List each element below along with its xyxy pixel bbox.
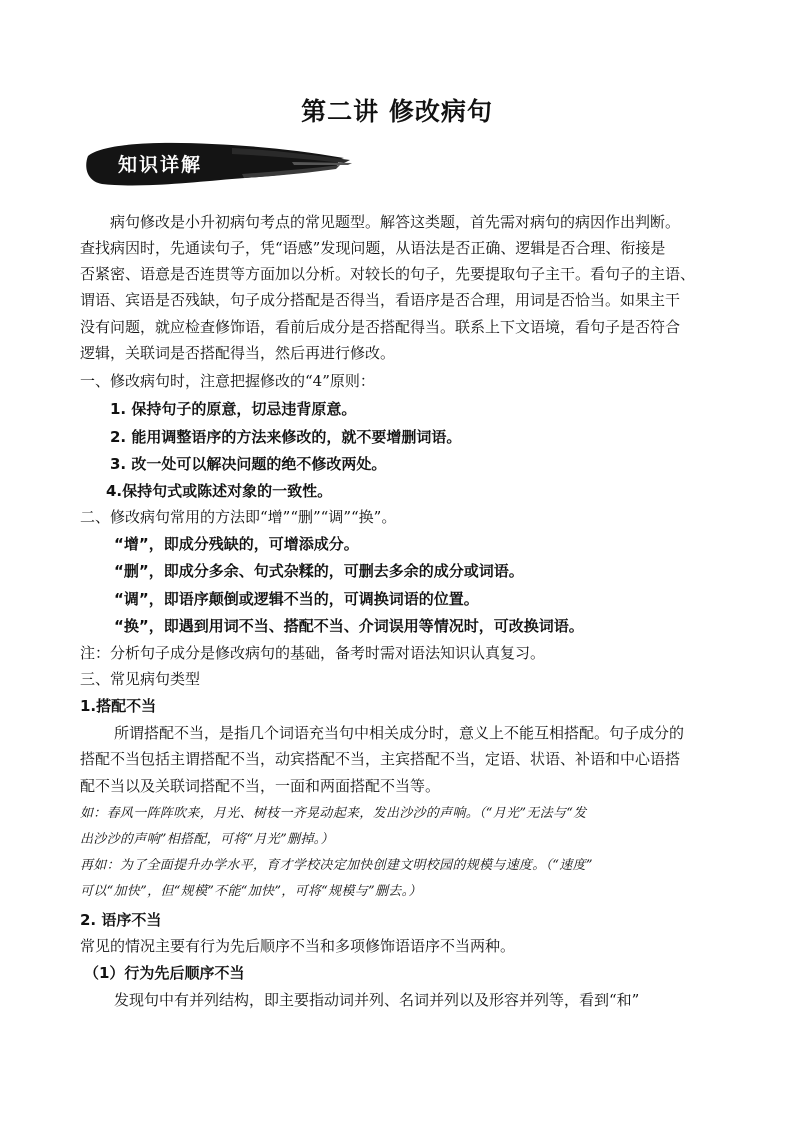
methods-note: 注：分析句子成分是修改病句的基础，备考时需对语法知识认真复习。 bbox=[80, 644, 546, 662]
intro-line: 否紧密、语意是否连贯等方面加以分析。对较长的句子，先要提取句子主干。看句子的主语、 bbox=[80, 265, 696, 283]
intro-line: 没有问题，就应检查修饰语，看前后成分是否搭配得当。联系上下文语境，看句子是否符合 bbox=[80, 318, 681, 336]
type-title: 2. 语序不当 bbox=[80, 911, 162, 929]
method-item: “删”，即成分多余、句式杂糅的，可删去多余的成分或词语。 bbox=[114, 562, 524, 580]
page-title: 第二讲 修改病句 bbox=[301, 97, 493, 126]
principles-heading: 一、修改病句时，注意把握修改的“4”原则： bbox=[80, 372, 375, 390]
example-line: 如：春风一阵阵吹来，月光、树枝一齐晃动起来，发出沙沙的声响。（“月光”无法与“发 bbox=[80, 806, 587, 821]
type-body-line: 配不当以及关联词搭配不当，一面和两面搭配不当等。 bbox=[80, 777, 441, 795]
intro-line: 谓语、宾语是否残缺，句子成分搭配是否得当，看语序是否合理，用词是否恰当。如果主干 bbox=[80, 291, 681, 309]
principle-item: 4.保持句式或陈述对象的一致性。 bbox=[106, 482, 333, 500]
principle-item: 3. 改一处可以解决问题的绝不修改两处。 bbox=[110, 455, 387, 473]
subtype-title: （1）行为先后顺序不当 bbox=[84, 964, 245, 982]
intro-line: 查找病因时，先通读句子，凭“语感”发现问题，从语法是否正确、逻辑是否合理、衔接是 bbox=[80, 239, 666, 257]
method-item: “换”，即遇到用词不当、搭配不当、介词误用等情况时，可改换词语。 bbox=[114, 617, 584, 635]
type-body-line: 搭配不当包括主谓搭配不当，动宾搭配不当，主宾搭配不当，定语、状语、补语和中心语搭 bbox=[80, 750, 681, 768]
principle-item: 1. 保持句子的原意，切忌违背原意。 bbox=[110, 400, 357, 418]
example-line: 可以“加快”，但“规模”不能“加快”，可将“规模与”删去。） bbox=[80, 884, 422, 899]
intro-line: 逻辑，关联词是否搭配得当，然后再进行修改。 bbox=[80, 344, 396, 362]
type-body-line: 常见的情况主要有行为先后顺序不当和多项修饰语语序不当两种。 bbox=[80, 937, 516, 955]
example-line: 再如：为了全面提升办学水平，育才学校决定加快创建文明校园的规模与速度。（“速度” bbox=[80, 858, 593, 873]
example-line: 出沙沙的声响”相搭配，可将“月光”删掉。） bbox=[80, 832, 334, 847]
type-body-line: 所谓搭配不当，是指几个词语充当句中相关成分时，意义上不能互相搭配。句子成分的 bbox=[114, 724, 685, 742]
principle-item: 2. 能用调整语序的方法来修改的，就不要增删词语。 bbox=[110, 428, 462, 446]
types-heading: 三、常见病句类型 bbox=[80, 670, 201, 688]
section-banner-label: 知识详解 bbox=[118, 154, 203, 176]
method-item: “调”，即语序颠倒或逻辑不当的，可调换词语的位置。 bbox=[114, 590, 479, 608]
subtype-body-line: 发现句中有并列结构，即主要指动词并列、名词并列以及形容并列等，看到“和” bbox=[114, 991, 640, 1009]
methods-heading: 二、修改病句常用的方法即“增”“删”“调”“换”。 bbox=[80, 508, 397, 526]
method-item: “增”，即成分残缺的，可增添成分。 bbox=[114, 535, 359, 553]
type-title: 1.搭配不当 bbox=[80, 697, 157, 715]
intro-line: 病句修改是小升初病句考点的常见题型。解答这类题，首先需对病句的病因作出判断。 bbox=[110, 213, 681, 231]
